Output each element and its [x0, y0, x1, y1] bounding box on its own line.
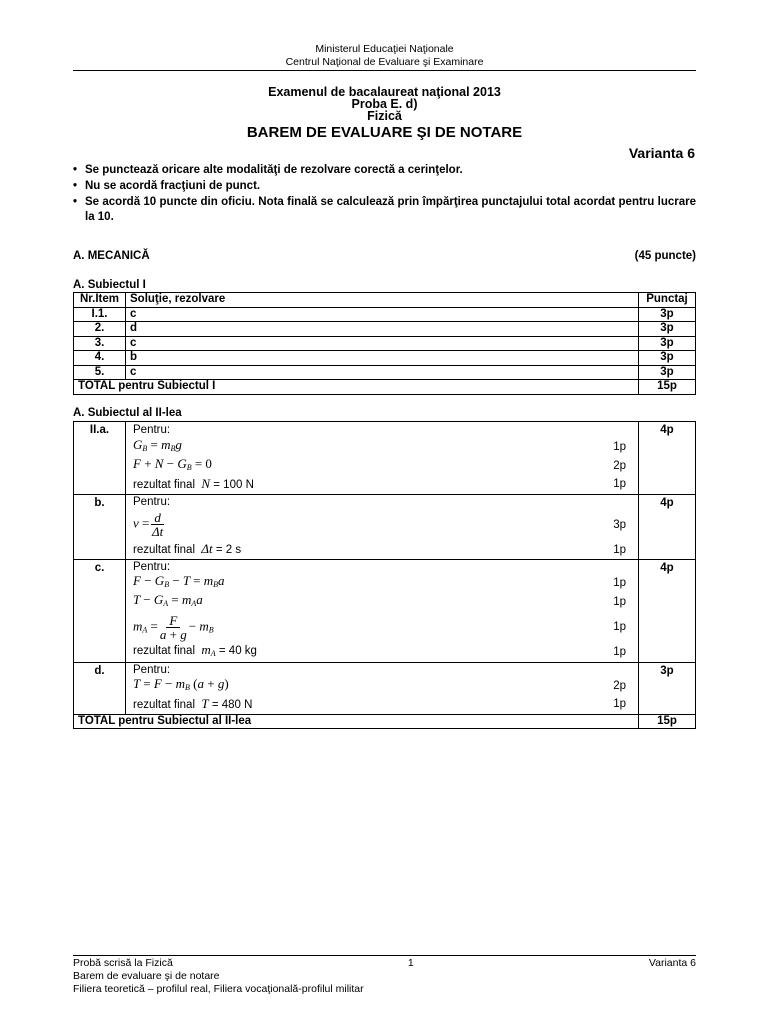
col-score: Punctaj — [639, 293, 696, 308]
formula-row: $T = F - m_B$ (a + g) 2p — [133, 675, 626, 692]
variant-label: Varianta 6 — [628, 145, 695, 161]
ministry-name: Ministerul Educaţiei Naţionale — [315, 43, 454, 55]
part-a-row — [74, 422, 696, 495]
part-c-row — [74, 560, 696, 663]
footer-exam: Probă scrisă la Fizică — [73, 957, 173, 969]
instruction-item: • Se acordă 10 puncte din oficiu. Nota finală se calculează prin împărţirea punctajului total acordat pentru lucrare la 10. — [73, 196, 696, 223]
part-score: 4p — [639, 560, 696, 663]
center-name: Centrul Naţional de Evaluare şi Examinare — [285, 56, 484, 68]
table-row: I.1. c 3p — [74, 307, 696, 322]
part-solution: Pentru: $F - G_B - T = m_Ba$ 1p $T - G_A = m_Aa$ 1p $m_A$ = $\frac{F}{a + g}$ − $m_B$ 1p rezultat final $m_A = 40$ kg 1p — [126, 560, 639, 663]
formula-row: $T - G_A = m_Aa$ 1p — [133, 591, 626, 608]
result-row: rezultat final T = 480 N 1p — [133, 695, 626, 711]
formula-row: $m_A$ = $\frac{F}{a + g}$ − $m_B$ 1p — [133, 612, 626, 642]
part-score: 4p — [639, 494, 696, 560]
part-solution: Pentru: $T = F - m_B$ (a + g) 2p rezultat final T = 480 N 1p — [126, 662, 639, 714]
exam-title: Examenul de bacalaureat naţional 2013 — [268, 85, 501, 99]
page-number: 1 — [407, 957, 414, 969]
proba-title: Proba E. d) — [351, 97, 418, 111]
footer-track: Filiera teoretică – profilul real, Filiera vocaţională-profilul militar — [73, 983, 364, 995]
total-label: TOTAL pentru Subiectul al II-lea — [74, 714, 639, 728]
formula-row: v = $\frac{d}{\Delta t}$ 3p — [133, 510, 626, 539]
subject-title: Fizică — [367, 109, 402, 123]
part-label: d. — [74, 662, 126, 714]
bullet-icon: • — [73, 196, 78, 208]
part-b-row — [74, 494, 696, 560]
result-row: rezultat final Δt = 2 s 1p — [133, 541, 626, 557]
subject2-title: A. Subiectul al II-lea — [73, 407, 182, 419]
footer-variant: Varianta 6 — [648, 957, 696, 969]
section-heading — [73, 250, 696, 262]
subject1-title: A. Subiectul I — [73, 279, 146, 291]
part-score: 4p — [639, 422, 696, 495]
subject2-table — [73, 421, 696, 729]
table-row: 2. d 3p — [74, 322, 696, 337]
instructions-list — [73, 163, 696, 226]
table-row: 5. c 3p — [74, 365, 696, 380]
footer-barem: Barem de evaluare şi de notare — [73, 970, 220, 982]
section-title: A. MECANICĂ — [73, 250, 150, 262]
part-solution: Pentru: v = $\frac{d}{\Delta t}$ 3p rezultat final Δt = 2 s 1p — [126, 494, 639, 560]
subject1-table — [73, 292, 696, 395]
part-label: b. — [74, 494, 126, 560]
title-block — [73, 86, 696, 141]
formula-row: $F - G_B - T = m_Ba$ 1p — [133, 573, 626, 590]
part-solution: Pentru: $G_B = m_Bg$ 1p $F + N - G_B = 0$ 2p rezultat final N = 100 N 1p — [126, 422, 639, 495]
part-label: II.a. — [74, 422, 126, 495]
result-row: rezultat final $m_A = 40$ kg 1p — [133, 642, 626, 659]
instruction-item: • Nu se acordă fracţiuni de punct. — [73, 180, 261, 192]
table-row: 3. c 3p — [74, 336, 696, 351]
ministry-header — [73, 43, 696, 69]
total-score: 15p — [639, 380, 696, 395]
table-header-row — [74, 293, 696, 308]
col-item: Nr.Item — [74, 293, 126, 308]
part-d-row — [74, 662, 696, 714]
part-score: 3p — [639, 662, 696, 714]
formula-row: $F + N - G_B = 0$ 2p — [133, 455, 626, 472]
total-row — [74, 380, 696, 395]
table-row: 4. b 3p — [74, 351, 696, 366]
page-footer — [73, 955, 696, 996]
instruction-item: • Se punctează oricare alte modalităţi de rezolvare corectă a cerinţelor. — [73, 164, 463, 176]
part-label: c. — [74, 560, 126, 663]
total-score: 15p — [639, 714, 696, 728]
barem-title: BAREM DE EVALUARE ŞI DE NOTARE — [246, 124, 523, 141]
total-label: TOTAL pentru Subiectul I — [74, 380, 639, 395]
formula-row: $G_B = m_Bg$ 1p — [133, 437, 626, 454]
bullet-icon: • — [73, 164, 78, 176]
col-solution: Soluţie, rezolvare — [126, 293, 639, 308]
result-row: rezultat final N = 100 N 1p — [133, 475, 626, 491]
header-divider — [73, 70, 696, 71]
total-row — [74, 714, 696, 728]
section-points: (45 puncte) — [634, 250, 696, 262]
bullet-icon: • — [73, 180, 78, 192]
